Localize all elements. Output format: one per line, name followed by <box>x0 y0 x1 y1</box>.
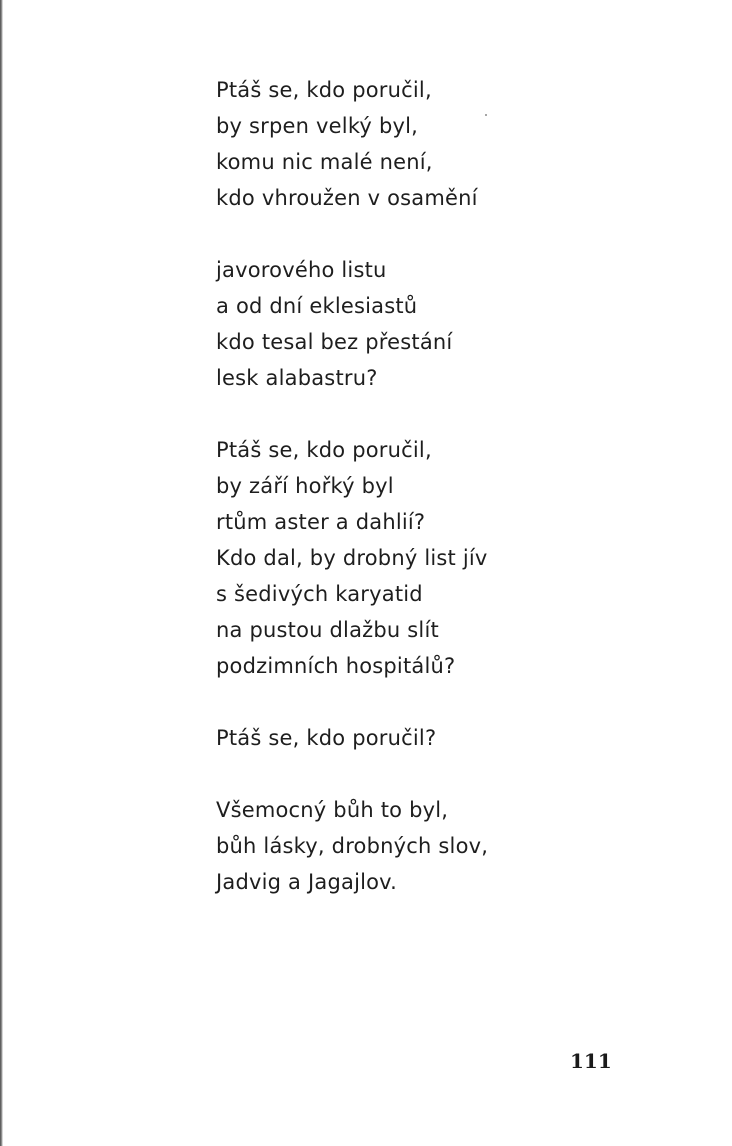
poem-line: by srpen velký byl, <box>216 114 419 138</box>
page-binding-edge <box>0 0 3 1146</box>
stanza-3 <box>216 432 676 684</box>
poem-line: Kdo dal, by drobný list jív <box>216 546 488 570</box>
poem-line: bůh lásky, drobných slov, <box>216 834 489 858</box>
poem-line: Ptáš se, kdo poručil, <box>216 438 432 462</box>
poem-text <box>216 72 676 936</box>
poem-line: a od dní eklesiastů <box>216 294 418 318</box>
poem-line: s šedivých karyatid <box>216 582 423 606</box>
poem-line: komu nic malé není, <box>216 150 433 174</box>
poem-line: Jadvig a Jagajlov. <box>216 870 398 894</box>
poem-line: kdo vhroužen v osamění <box>216 186 478 210</box>
stanza-5 <box>216 792 676 900</box>
poem-line: Ptáš se, kdo poručil, <box>216 78 432 102</box>
poem-line: rtům aster a dahlií? <box>216 510 426 534</box>
poem-line: by září hořký byl <box>216 474 394 498</box>
poem-line: javorového listu <box>216 258 387 282</box>
poem-line: Všemocný bůh to byl, <box>216 798 449 822</box>
poem-line: kdo tesal bez přestání <box>216 330 453 354</box>
poem-line: podzimních hospitálů? <box>216 654 456 678</box>
poem-line: Ptáš se, kdo poručil? <box>216 726 437 750</box>
stanza-4 <box>216 720 676 756</box>
stanza-1 <box>216 72 676 216</box>
stanza-2 <box>216 252 676 396</box>
page-number: 111 <box>570 1049 612 1073</box>
poem-line: na pustou dlažbu slít <box>216 618 439 642</box>
poem-line: lesk alabastru? <box>216 366 378 390</box>
